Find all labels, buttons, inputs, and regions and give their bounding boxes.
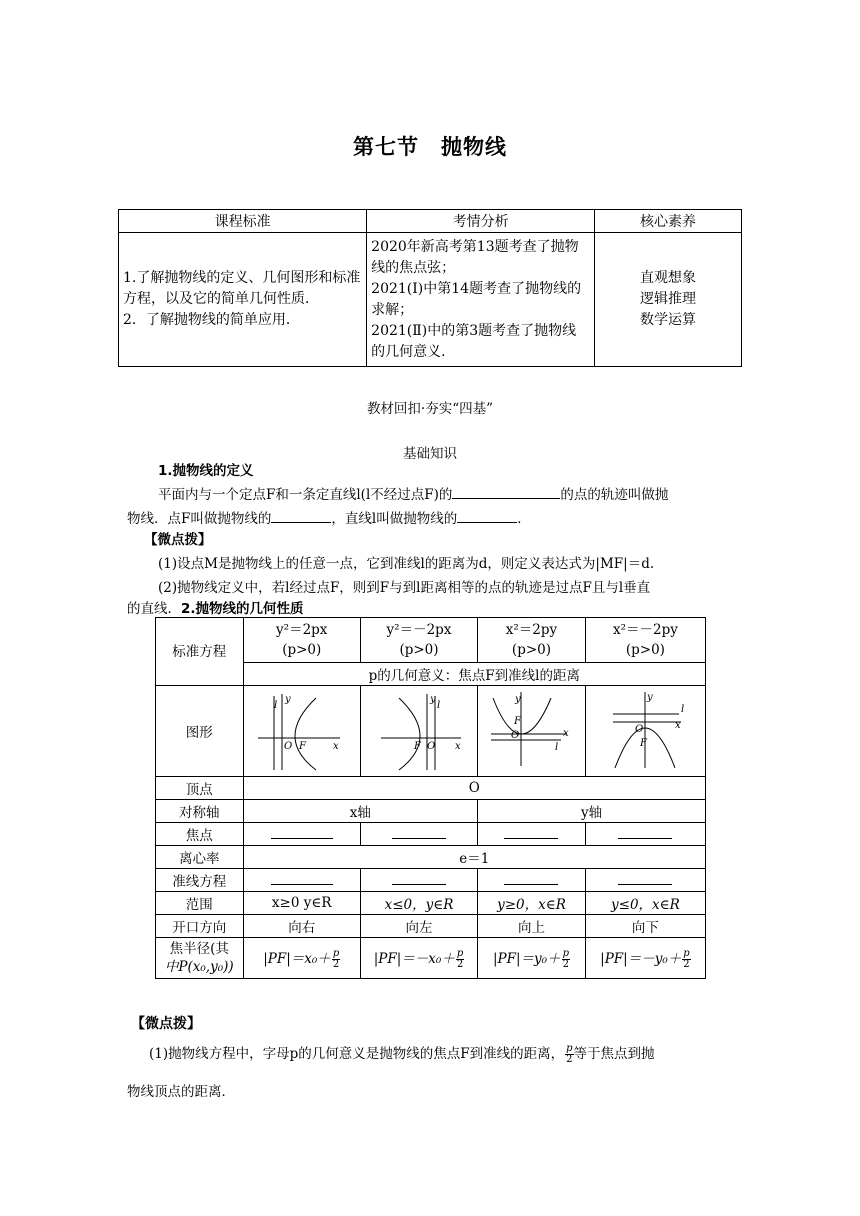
figure-label: 图形 [156,686,244,777]
equation: y²＝－2px [386,622,452,638]
literacy-item: 数学运算 [640,312,697,328]
eq-cell [360,618,477,663]
tip-heading: 【微点拨】 [144,532,212,548]
axis-y: y轴 [478,800,706,823]
header-standard: 课程标准 [119,210,367,233]
eq-cell [243,618,360,663]
eq-cell [585,618,705,663]
tip-2b: 的直线． [127,601,181,617]
analysis-line: 2021(Ⅱ)中的第3题考查了抛物线的几何意义． [371,322,577,360]
fraction: $\frac{p}{2}$ [456,947,464,970]
figure-cell [243,686,360,777]
tip2-heading: 【微点拨】 [131,1016,201,1032]
label-x: x [563,728,570,739]
parabola-left-figure [369,688,469,774]
standard-cell [119,233,367,367]
focus-blank [271,508,331,523]
equation: y²＝2px [276,622,328,638]
focus-blank [585,823,705,846]
focal-radius-value: |PF|＝－x₀＋ [373,950,455,967]
definition-text: ． [517,511,531,527]
focal-label-line: 焦半径(其 [169,941,229,957]
definition-text: 平面内与一个定点F和一条定直线l(l不经过点F)的 [158,487,453,503]
label-x: x [332,741,339,752]
header-literacy: 核心素养 [595,210,742,233]
focal-radius-cell [360,938,477,979]
axis-label: 对称轴 [156,800,244,823]
label-O: O [283,741,292,752]
properties-heading: 2.抛物线的几何性质 [181,601,304,617]
tip-3c: 物线顶点的距离． [127,1084,235,1100]
eccentricity-value: e＝1 [243,846,705,869]
range-value: y≤0，x∈R [585,892,705,915]
eq-cell [478,618,586,663]
parabola-right-figure [252,688,352,774]
label-y: y [284,694,291,705]
definition-blank [452,484,560,499]
analysis-cell [367,233,595,367]
tip-3b: 等于焦点到抛 [573,1046,655,1062]
eq-label: 标准方程 [156,618,244,686]
focal-radius-cell [585,938,705,979]
opening-value: 向左 [360,915,477,938]
parabola-down-figure [595,688,695,774]
range-label: 范围 [156,892,244,915]
definition-text: 物线．点F叫做抛物线的 [127,511,272,527]
fraction: $\frac{p}{2}$ [562,947,569,970]
figure-cell [478,686,586,777]
p-meaning: p的几何意义：焦点F到准线l的距离 [243,663,705,686]
focal-radius-value: |PF|＝－y₀＋ [600,950,682,967]
analysis-line: 2021(Ⅰ)中第14题考查了抛物线的求解； [371,280,582,318]
label-F: F [413,741,421,752]
focal-radius-cell [243,938,360,979]
standard-line: 1.了解抛物线的定义、几何图形和标准方程，以及它的简单几何性质． [123,270,361,307]
label-l: l [436,700,441,711]
label-y: y [647,692,654,703]
range-value: y≥0，x∈R [478,892,586,915]
condition: (p>0) [511,642,551,658]
page-title: 第七节 抛物线 [353,135,507,159]
figure-cell [360,686,477,777]
directrix-blank [457,508,517,523]
definition-heading: 1.抛物线的定义 [158,463,254,479]
label-O: O [511,730,520,741]
label-x: x [675,720,682,731]
fraction: $\frac{p}{2}$ [683,947,690,970]
analysis-line: 2020年新高考第13题考查了抛物线的焦点弦； [371,238,579,276]
tip-3-line1 [149,1042,749,1066]
directrix-blank [243,869,360,892]
condition: (p>0) [625,642,665,658]
fraction: $\frac{p}{2}$ [332,947,340,970]
opening-value: 向右 [243,915,360,938]
equation: x²＝－2py [612,622,678,638]
eccentricity-label: 离心率 [156,846,244,869]
label-l: l [555,742,559,753]
focal-label-line: 中P(x₀,y₀)) [164,959,234,975]
properties-table [155,617,706,979]
directrix-blank [478,869,586,892]
equation: x²＝2py [505,622,558,638]
literacy-item: 直观想象 [640,270,697,286]
header-analysis: 考情分析 [367,210,595,233]
label-y: y [515,694,522,705]
label-l: l [681,704,685,715]
tip-3a: (1)抛物线方程中，字母p的几何意义是抛物线的焦点F到准线的距离， [149,1046,565,1062]
literacy-item: 逻辑推理 [640,291,697,307]
tip-1: (1)设点M是抛物线上的任意一点，它到准线l的距离为d，则定义表达式为|MF|＝d. [158,556,655,572]
focus-blank [243,823,360,846]
section-heading: 教材回扣·夯实“四基” [366,401,494,417]
axis-x: x轴 [243,800,478,823]
label-F: F [514,716,522,727]
directrix-blank [585,869,705,892]
directrix-label: 准线方程 [156,869,244,892]
figure-cell [585,686,705,777]
focal-radius-value: |PF|＝x₀＋ [263,950,331,967]
opening-label: 开口方向 [156,915,244,938]
course-standard-table [118,209,742,367]
focal-radius-cell [478,938,586,979]
fraction: $\frac{p}{2}$ [566,1043,573,1065]
definition-paragraph [127,483,737,507]
label-F: F [640,738,648,749]
focus-blank [478,823,586,846]
label-O: O [426,741,436,752]
label-F: F [298,741,306,752]
parabola-up-figure [481,688,581,774]
opening-value: 向下 [585,915,705,938]
label-x: x [454,741,461,752]
knowledge-heading: 基础知识 [403,446,457,462]
label-O: O [635,724,644,735]
standard-line: 2．了解抛物线的简单应用． [123,312,300,328]
label-l: l [273,700,277,711]
focus-label: 焦点 [156,823,244,846]
condition: (p>0) [282,642,322,658]
range-value: x≥0 y∈R [243,892,360,915]
vertex-label: 顶点 [156,777,244,800]
label-y: y [429,694,436,705]
tip-2a: (2)抛物线定义中，若l经过点F，则到F与到l距离相等的点的轨迹是过点F且与l垂直 [158,580,651,596]
focal-radius-value: |PF|＝y₀＋ [492,950,561,967]
range-value: x≤0，y∈R [360,892,477,915]
focus-blank [360,823,477,846]
focal-radius-label [156,938,244,979]
opening-value: 向上 [478,915,586,938]
definition-text: 的点的轨迹叫做抛 [560,487,669,503]
vertex-value: O [243,777,705,800]
literacy-cell [595,233,742,367]
definition-text: ，直线l叫做抛物线的 [331,511,458,527]
directrix-blank [360,869,477,892]
condition: (p>0) [399,642,439,658]
